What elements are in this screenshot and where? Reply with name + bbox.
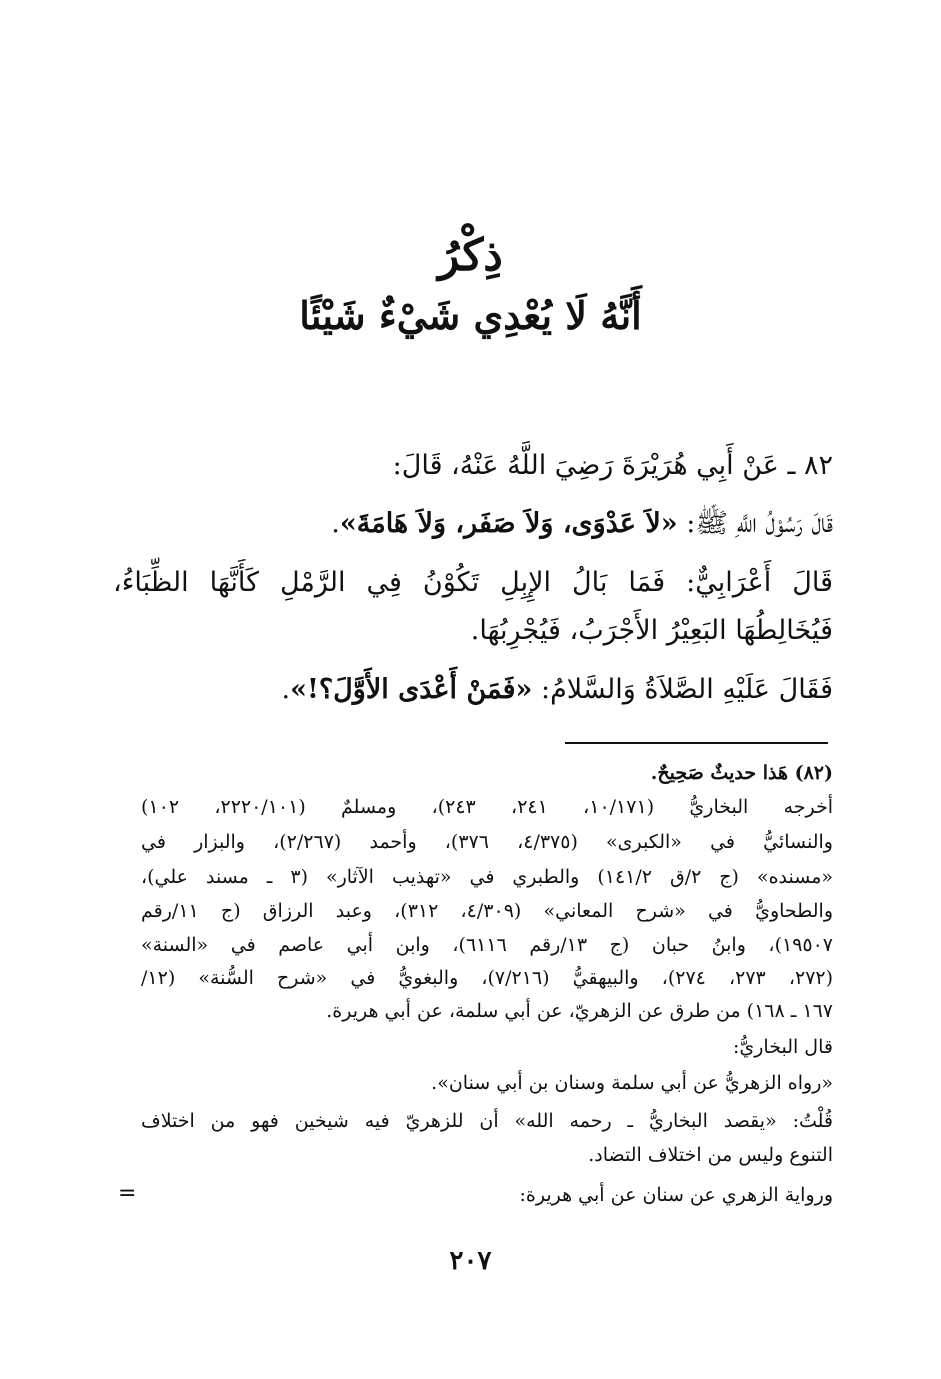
bukhari-quote: «رواه الزهريُّ عن أبي سلمة وسنان بن أبي سنان». <box>431 1072 833 1094</box>
hadith-line-1: ٨٢ ـ عَنْ أَبِي هُرَيْرَةَ رَضِيَ اللَّهُ عَنْهُ، قَالَ: <box>392 450 833 481</box>
footnote-title: (٨٢) هَذا حديثٌ صَحِيحٌ. <box>650 762 833 784</box>
footnote-line: والطحاويُّ في «شرح المعاني» (٤/٣٠٩، ٣١٢)، وعبد الرزاق (ج ١١/رقم <box>141 900 833 922</box>
hadith-line-5-intro: فَقَالَ عَلَيْهِ الصَّلاَةُ وَالسَّلامُ: <box>532 674 833 705</box>
footnote-line: ١٦٧ ـ ١٦٨) من طرق عن الزهريّ، عن أبي سلمة، عن أبي هريرة. <box>326 1000 833 1022</box>
footnote-line: (٢٧٢، ٢٧٣، ٢٧٤)، والبيهقيُّ (٧/٢١٦)، والبغويُّ في «شرح السُّنة» (١٢/ <box>141 967 834 989</box>
footnote-separator <box>565 742 828 744</box>
prophet-reply-quote: «فَمَنْ أَعْدَى الأَوَّلَ؟!» <box>290 674 533 705</box>
chapter-subheading: أَنَّهُ لَا يُعْدِي شَيْءٌ شَيْئًا <box>299 293 642 338</box>
hadith-line-4: فَيُخَالِطُهَا البَعِيْرُ الأَجْرَبُ، فَيُجْرِبُهَا. <box>470 615 833 646</box>
hadith-line-5 <box>113 670 833 710</box>
continuation-mark: = <box>118 1181 137 1206</box>
author-note-line-1: قُلْتُ: «يقصد البخاريُّ ـ رحمه الله» أن للزهريّ فيه شيخين فهو من اختلاف <box>141 1110 833 1132</box>
author-note-line-2: التنوع وليس من اختلاف التضاد. <box>588 1144 833 1166</box>
bukhari-label: قال البخاريُّ: <box>732 1036 833 1058</box>
hadith-line-2-intro: قَالَ رَسُوْلُ اللَّهِ ﷺ: <box>677 508 833 539</box>
footnote-line: والنسائيُّ في «الكبرى» (٤/٣٧٥، ٣٧٦)، وأحمد (٢/٢٦٧)، والبزار في <box>141 831 833 853</box>
hadith-line-3: قَالَ أَعْرَابِيٌّ: فَمَا بَالُ الإِبِلِ تَكُوْنُ فِي الرَّمْلِ كَأَنَّهَا الظِّبَاءُ، <box>113 567 833 598</box>
footnote-line: ١٩٥٠٧)، وابنُ حبان (ج ١٣/رقم ٦١١٦)، وابن أبي عاصم في «السنة» <box>141 934 834 956</box>
hadith-line-2-end: . <box>331 508 340 539</box>
chapter-heading: ذِكْرُ <box>438 230 503 281</box>
prophet-saying-quote: «لاَ عَدْوَى، وَلاَ صَفَر، وَلاَ هَامَةَ» <box>339 508 678 539</box>
footnote-line: «مسنده» (ج ٢/ق ١٤١/٢) والطبري في «تهذيب الآثار» (٣ ـ مسند علي)، <box>141 866 833 888</box>
footnote-last-line: ورواية الزهري عن سنان عن أبي هريرة: <box>519 1184 833 1206</box>
footnote-line: أخرجه البخاريُّ (١٠/١٧١، ٢٤١، ٢٤٣)، ومسلمٌ (٢٢٢٠/١٠١، ١٠٢) <box>141 796 834 818</box>
hadith-line-2 <box>113 504 833 544</box>
hadith-line-5-end: . <box>281 674 291 705</box>
page-number: ٢٠٧ <box>449 1246 492 1276</box>
